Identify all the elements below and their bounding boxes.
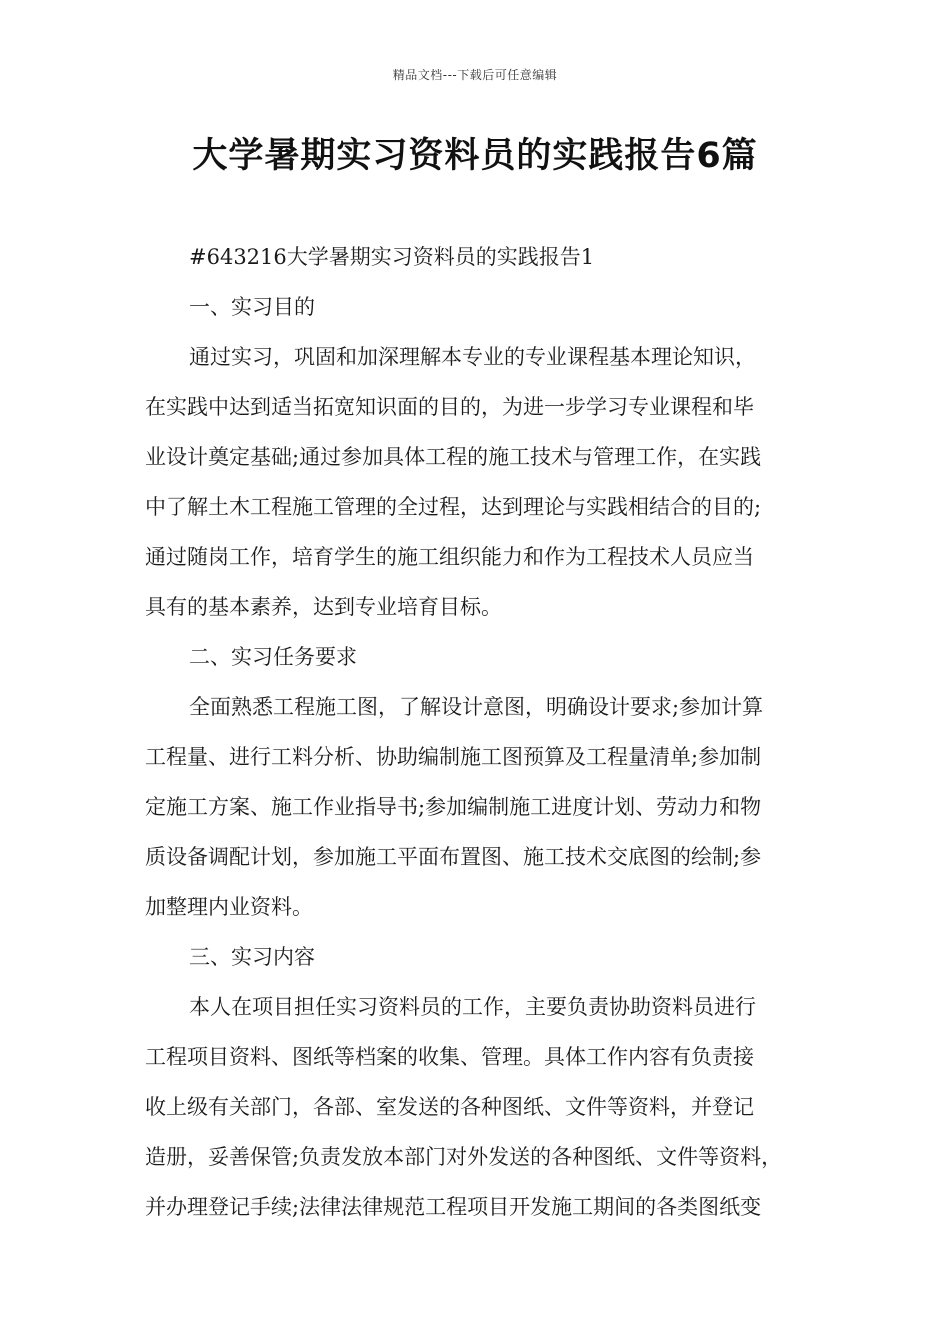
paragraph-line: 全面熟悉工程施工图，了解设计意图，明确设计要求;参加计算 (189, 695, 764, 719)
paragraph-line: 具有的基本素养，达到专业培育目标。 (145, 595, 502, 619)
paragraph-line: 通过随岗工作，培育学生的施工组织能力和作为工程技术人员应当 (145, 545, 754, 569)
paragraph-line: 收上级有关部门，各部、室发送的各种图纸、文件等资料，并登记 (145, 1095, 754, 1119)
paragraph-line: 加整理内业资料。 (145, 895, 313, 919)
paragraph-line: #643216大学暑期实习资料员的实践报告1 (189, 245, 595, 269)
paragraph-line: 在实践中达到适当拓宽知识面的目的，为进一步学习专业课程和毕 (145, 395, 754, 419)
paragraph-line: 定施工方案、施工作业指导书;参加编制施工进度计划、劳动力和物 (145, 795, 762, 819)
paragraph-line: 中了解土木工程施工管理的全过程，达到理论与实践相结合的目的; (145, 495, 762, 519)
paragraph-line: 三、实习内容 (189, 945, 315, 969)
document-body (145, 232, 815, 1232)
document-title: 大学暑期实习资料员的实践报告6篇 (192, 136, 758, 176)
paragraph-line: 二、实习任务要求 (189, 645, 357, 669)
paragraph-line: 并办理登记手续;法律法律规范工程项目开发施工期间的各类图纸变 (145, 1195, 762, 1219)
paragraph-line: 工程项目资料、图纸等档案的收集、管理。具体工作内容有负责接 (145, 1045, 754, 1069)
paragraph-line: 一、实习目的 (189, 295, 315, 319)
paragraph-line: 工程量、进行工料分析、协助编制施工图预算及工程量清单;参加制 (145, 745, 762, 769)
paragraph-line: 业设计奠定基础;通过参加具体工程的施工技术与管理工作，在实践 (145, 445, 762, 469)
paragraph-line: 通过实习，巩固和加深理解本专业的专业课程基本理论知识， (189, 345, 756, 369)
paragraph-line: 本人在项目担任实习资料员的工作，主要负责协助资料员进行 (189, 995, 756, 1019)
header-note: 精品文档---下载后可任意编辑 (392, 68, 558, 82)
paragraph-line: 造册，妥善保管;负责发放本部门对外发送的各种图纸、文件等资料， (145, 1145, 783, 1169)
paragraph-line: 质设备调配计划，参加施工平面布置图、施工技术交底图的绘制;参 (145, 845, 762, 869)
